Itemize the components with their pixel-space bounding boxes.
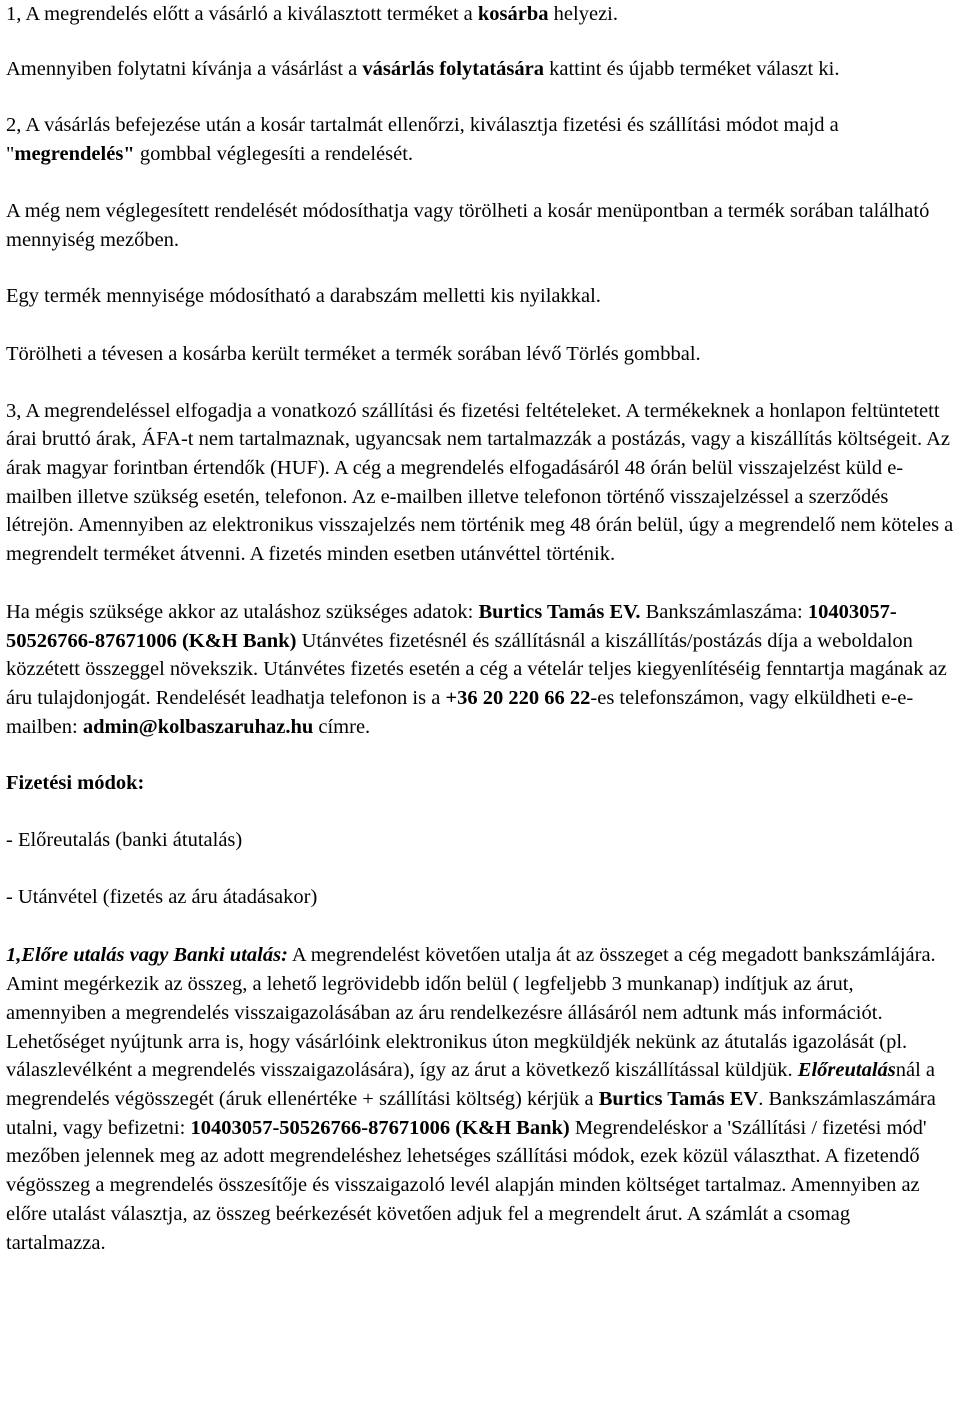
paragraph-quantity-arrows [6, 282, 954, 311]
paragraph-step-3-terms [6, 397, 954, 569]
bold-italic-run: Előreutalás [797, 1059, 896, 1082]
text-run: Amennyiben folytatni kívánja a vásárlást a [6, 57, 363, 80]
text-run: Bankszámlaszáma: [640, 600, 808, 623]
list-item: - Utánvétel (fizetés az áru átadásakor) [6, 885, 318, 908]
company-name: Burtics Tamás EV [598, 1087, 759, 1110]
paragraph-prepayment-details [6, 941, 954, 1257]
list-item: - Előreutalás (banki átutalás) [6, 829, 243, 852]
payment-method-cod [6, 883, 954, 912]
text-run: 2, A vásárlás befejezése után a kosár tartalmát ellenőrzi, kiválasztja fizetési és szállítási módot majd a " [6, 114, 839, 166]
text-run: -es telefonszámon, vagy elküldheti e-e-mailben: [6, 686, 914, 738]
text-run: címre. [313, 715, 371, 738]
text-run: Törölheti a tévesen a kosárba került terméket a termék sorában lévő Törlés gombbal. [6, 342, 701, 365]
text-run: Ha mégis szüksége akkor az utaláshoz szükséges adatok: [6, 600, 479, 623]
text-run: helyezi. [548, 3, 618, 25]
paragraph-delete-item [6, 340, 954, 369]
paragraph-modify-order [6, 197, 954, 254]
bold-run: kosárba [477, 3, 549, 25]
phone-number: +36 20 220 66 22 [445, 686, 591, 709]
company-name: Burtics Tamás EV. [478, 600, 641, 623]
paragraph-continue-shopping [6, 55, 954, 84]
bank-account-number: 10403057-50526766-87671006 (K&H Bank) [190, 1116, 570, 1139]
text-run: 1, A megrendelés előtt a vásárló a kiválasztott terméket a [6, 3, 478, 25]
heading-text: Fizetési módok: [6, 772, 145, 795]
text-run: A még nem véglegesített rendelését módosíthatja vagy törölheti a kosár menüpontban a termék sorában található mennyiség mezőben. [6, 199, 930, 251]
bold-run: megrendelés" [14, 143, 135, 166]
text-run: . Bankszámlaszámára utalni, vagy befizetni: [6, 1087, 936, 1139]
text-run: kattint és újabb terméket választ ki. [544, 57, 840, 80]
paragraph-bank-details [6, 598, 954, 742]
payment-methods-heading [6, 769, 954, 798]
payment-method-prepayment [6, 826, 954, 855]
text-run: 3, A megrendeléssel elfogadja a vonatkozó szállítási és fizetési feltételeket. A termékeknek a honlapon feltüntetett árai bruttó árak, ÁFA-t nem tartalmaznak, ugyancsak nem tartalmazzák a postázás, vagy a kiszállítás költségeit. Az árak magyar forintban értendők (HUF). A cég a megrendelés elfogadásáról 48 órán belül visszajelzést küld e-mailben illetve szükség esetén, telefonon. Az e-mailben illetve telefonon történő visszajelzéssel a szerződés létrejön. Amennyiben az elektronikus visszajelzés nem történik meg 48 órán belül, úgy a megrendelő nem köteles a megrendelt terméket átvenni. A fizetés minden esetben utánvéttel történik. [6, 399, 954, 566]
bold-italic-run: 1,Előre utalás vagy Banki utalás: [6, 944, 288, 967]
text-run: nál a megrendelés végösszegét (áruk ellenértéke + szállítási költség) kérjük a [6, 1059, 936, 1110]
paragraph-step-2 [6, 111, 954, 168]
text-run: Egy termék mennyisége módosítható a darabszám melletti kis nyilakkal. [6, 285, 601, 308]
email-address: admin@kolbaszaruhaz.hu [82, 715, 314, 738]
text-run: Megrendeléskor a 'Szállítási / fizetési mód' mezőben jelennek meg az adott megrendeléshez lehetséges szállítási módok, ezek közül választhat. A fizetendő végösszeg a megrendelés összesítője és visszaigazoló levél alapján minden költséget tartalmaz. Amennyiben az előre utalást választja, az összeg beérkezését követően adjuk fel a megrendelt árut. A számlát a csomag tartalmazza. [6, 1116, 927, 1254]
text-run: A megrendelést követően utalja át az összeget a cég megadott bankszámlájára. Amint megérkezik az összeg, a lehető legrövidebb időn belül ( legfeljebb 3 munkanap) indítjuk az árut, amennyiben a megrendelés visszaigazolásában az áru rendelkezésre állásáról nem adtunk más információt. Lehetőséget nyújtunk arra is, hogy vásárlóink elektronikus úton megküldjék nekünk az átutalás igazolását (pl. válaszlevélként a megrendelés visszaigazolására), így az árut a következő kiszállítással küldjük. [6, 944, 936, 1082]
text-run: gombbal véglegesíti a rendelését. [134, 143, 414, 166]
bold-run: vásárlás folytatására [362, 57, 544, 80]
bank-account-number: 10403057-50526766-87671006 (K&H Bank) [6, 600, 897, 652]
paragraph-step-1 [6, 0, 954, 29]
text-run: Utánvétes fizetésnél és szállításnál a kiszállítás/postázás díja a weboldalon közzétett összeggel növekszik. Utánvétes fizetés esetén a cég a vételár teljes kiegyenlítéséig fenntartja magának az áru tulajdonjogát. Rendelését leadhatja telefonon is a [6, 629, 947, 709]
